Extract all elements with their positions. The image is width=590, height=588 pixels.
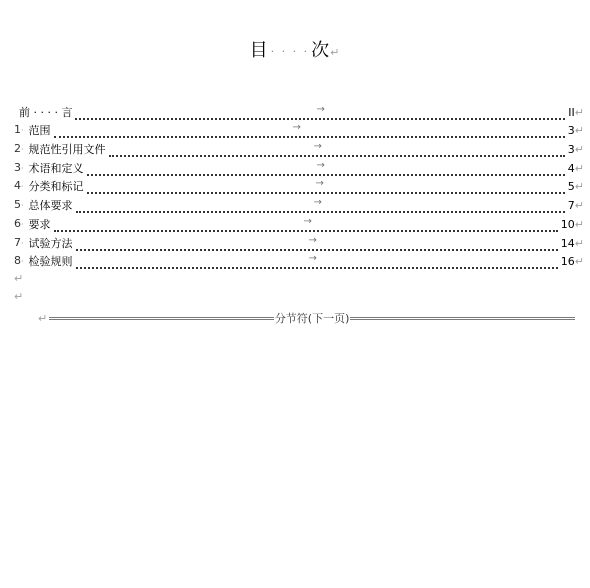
tab-mark-icon: → [292,122,301,134]
section-break-label: 分节符(下一页) [274,312,350,325]
toc-row[interactable] [14,120,584,139]
tab-mark-icon: → [308,234,317,246]
toc-page-number: 10 [560,217,575,231]
dot-leader [87,180,565,194]
toc-page-number: 3 [567,124,575,138]
paragraph-mark-icon: ↵ [574,161,584,175]
page-title [0,36,590,62]
toc-number: 2· [14,142,24,156]
toc-number: 8· [14,254,24,268]
toc-page-number: 14 [560,236,575,250]
dot-leader [76,255,558,269]
paragraph-mark-icon: ↵ [574,105,584,119]
paragraph-mark-icon: ↵ [574,199,584,213]
paragraph-mark-icon: ↵ [14,272,24,285]
toc-row[interactable] [14,213,584,232]
toc-row[interactable] [14,138,584,157]
paragraph-mark-icon: ↵ [574,255,584,269]
toc-label: 要求 [28,217,51,231]
toc-page-number: II [568,105,575,119]
toc-page-number: 7 [567,199,575,213]
toc-row[interactable] [14,157,584,176]
dot-leader [76,199,565,213]
toc-label: 前 · · · · 言 [19,105,73,119]
tab-mark-icon: → [316,159,325,171]
toc-page-number: 16 [560,255,575,269]
paragraph-mark-icon: ↵ [574,143,584,157]
toc-page-number: 3 [567,143,575,157]
tab-mark-icon: → [316,103,325,115]
toc-number: 1· [14,123,24,137]
toc-label: 术语和定义 [28,161,84,175]
tab-mark-icon: → [313,141,322,153]
paragraph-mark-icon: ↵ [574,124,584,138]
section-break[interactable] [38,309,575,327]
empty-paragraph[interactable] [14,290,23,303]
paragraph-mark-icon: ↵ [574,236,584,250]
toc-number: 7· [14,235,24,249]
toc-label: 规范性引用文件 [28,143,106,157]
toc-page-number: 5 [567,180,575,194]
toc-number: 4· [14,179,24,193]
toc-label: 检验规则 [28,255,73,269]
tab-mark-icon: → [315,178,324,190]
toc-row[interactable] [14,101,584,120]
toc-label: 试验方法 [28,236,73,250]
paragraph-mark-icon: ↵ [330,46,341,59]
dot-leader [54,124,565,138]
toc-label: 分类和标记 [28,180,84,194]
section-break-line-left [49,317,274,320]
toc-label: 总体要求 [28,199,73,213]
toc-row[interactable] [14,176,584,195]
toc-page-number: 4 [567,161,575,175]
toc-row[interactable] [14,251,584,270]
empty-paragraph[interactable] [14,272,23,285]
dot-leader [75,103,565,120]
dot-leader [54,215,558,232]
tab-mark-icon: → [308,253,317,265]
paragraph-mark-icon: ↵ [38,311,48,325]
dot-leader [87,159,565,176]
paragraph-mark-icon: ↵ [574,180,584,194]
toc-number: 6· [14,216,24,230]
tab-mark-icon: → [313,197,322,209]
paragraph-mark-icon: ↵ [14,290,24,303]
toc-number: 3· [14,160,24,174]
title-part-2: 次 [311,40,331,61]
paragraph-mark-icon: ↵ [574,217,584,231]
toc-row[interactable] [14,194,584,213]
tab-mark-icon: → [303,215,312,227]
toc-label: 范围 [28,124,51,138]
dot-leader [76,234,558,251]
section-break-line-right [350,317,575,320]
toc-row[interactable] [14,232,584,251]
title-spacing-dots: · · · · [270,44,310,58]
dot-leader [109,143,565,157]
table-of-contents [14,101,584,269]
title-part-1: 目 [249,40,269,61]
toc-number: 5· [14,198,24,212]
